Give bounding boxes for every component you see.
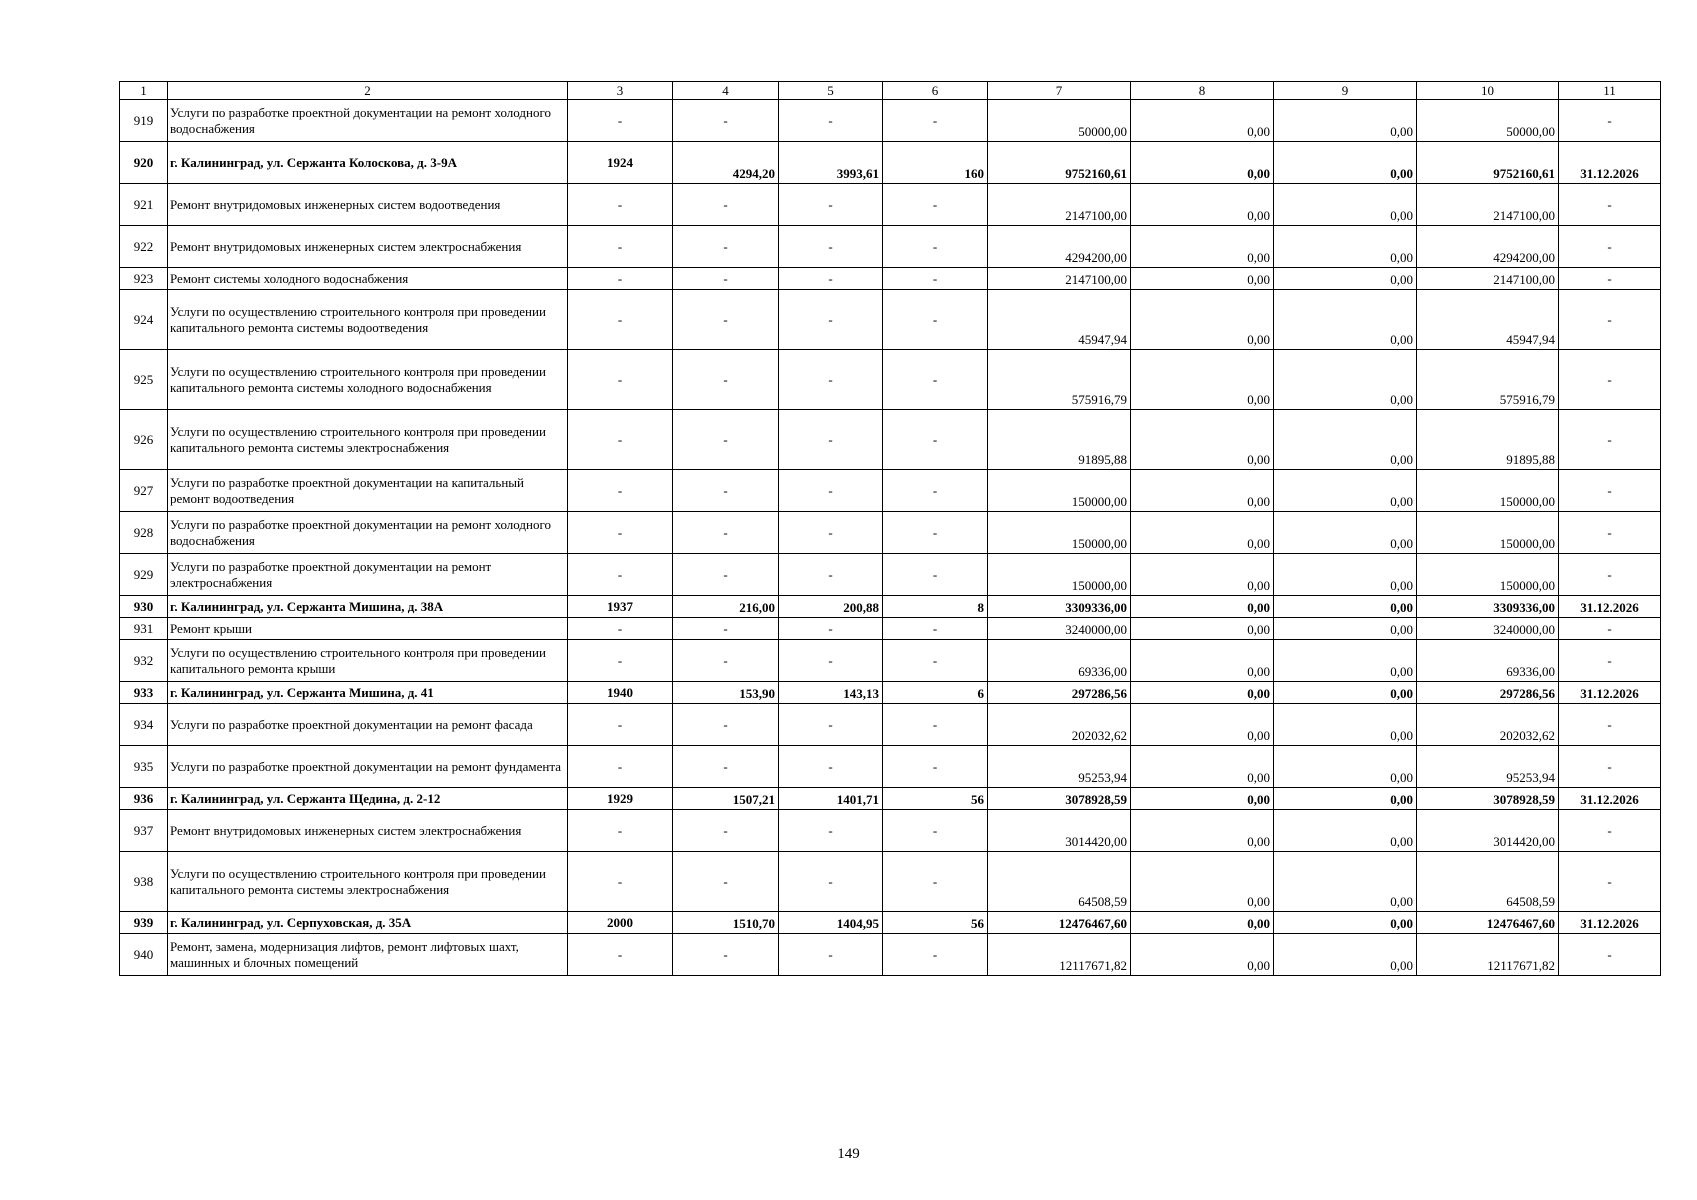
- residents-count-cell: -: [883, 704, 988, 746]
- row-number-cell: 934: [120, 704, 168, 746]
- regional-funds-cell: 0,00: [1274, 704, 1417, 746]
- living-area-cell: -: [779, 512, 883, 554]
- row-number-cell: 927: [120, 470, 168, 512]
- federal-funds-cell: 0,00: [1131, 852, 1274, 912]
- living-area-cell: -: [779, 810, 883, 852]
- owner-funds-cell: 3309336,00: [1417, 596, 1559, 618]
- owner-funds-cell: 2147100,00: [1417, 184, 1559, 226]
- regional-funds-cell: 0,00: [1274, 912, 1417, 934]
- federal-funds-cell: 0,00: [1131, 596, 1274, 618]
- row-number-cell: 921: [120, 184, 168, 226]
- total-area-cell: -: [673, 746, 779, 788]
- total-area-cell: 153,90: [673, 682, 779, 704]
- regional-funds-cell: 0,00: [1274, 640, 1417, 682]
- row-number-cell: 936: [120, 788, 168, 810]
- work-row: [120, 554, 1661, 596]
- column-number: 8: [1131, 82, 1274, 100]
- year-built-cell: -: [568, 810, 673, 852]
- work-row: [120, 290, 1661, 350]
- regional-funds-cell: 0,00: [1274, 554, 1417, 596]
- federal-funds-cell: 0,00: [1131, 100, 1274, 142]
- row-number-cell: 925: [120, 350, 168, 410]
- item-name-cell: Услуги по разработке проектной документации на ремонт холодного водоснабжения: [168, 512, 568, 554]
- page-number: 149: [837, 1146, 860, 1162]
- total-area-cell: -: [673, 852, 779, 912]
- living-area-cell: -: [779, 934, 883, 976]
- living-area-cell: 1401,71: [779, 788, 883, 810]
- owner-funds-cell: 150000,00: [1417, 512, 1559, 554]
- year-built-cell: -: [568, 184, 673, 226]
- total-area-cell: 4294,20: [673, 142, 779, 184]
- completion-date-cell: -: [1559, 350, 1661, 410]
- work-row: [120, 184, 1661, 226]
- owner-funds-cell: 9752160,61: [1417, 142, 1559, 184]
- total-area-cell: -: [673, 268, 779, 290]
- completion-date-cell: 31.12.2026: [1559, 912, 1661, 934]
- total-cost-cell: 3309336,00: [988, 596, 1131, 618]
- residents-count-cell: 160: [883, 142, 988, 184]
- completion-date-cell: -: [1559, 852, 1661, 912]
- owner-funds-cell: 3078928,59: [1417, 788, 1559, 810]
- residents-count-cell: -: [883, 810, 988, 852]
- work-row: [120, 640, 1661, 682]
- federal-funds-cell: 0,00: [1131, 226, 1274, 268]
- total-area-cell: -: [673, 184, 779, 226]
- federal-funds-cell: 0,00: [1131, 410, 1274, 470]
- year-built-cell: 2000: [568, 912, 673, 934]
- work-row: [120, 934, 1661, 976]
- row-number-cell: 938: [120, 852, 168, 912]
- regional-funds-cell: 0,00: [1274, 410, 1417, 470]
- completion-date-cell: -: [1559, 184, 1661, 226]
- row-number-cell: 933: [120, 682, 168, 704]
- completion-date-cell: -: [1559, 226, 1661, 268]
- work-row: [120, 350, 1661, 410]
- total-cost-cell: 69336,00: [988, 640, 1131, 682]
- item-name-cell: Услуги по осуществлению строительного контроля при проведении капитального ремонта системы электроснабжения: [168, 410, 568, 470]
- item-name-cell: г. Калининград, ул. Серпуховская, д. 35А: [168, 912, 568, 934]
- total-area-cell: -: [673, 226, 779, 268]
- federal-funds-cell: 0,00: [1131, 788, 1274, 810]
- total-area-cell: -: [673, 512, 779, 554]
- item-name-cell: Ремонт внутридомовых инженерных систем электроснабжения: [168, 226, 568, 268]
- year-built-cell: 1924: [568, 142, 673, 184]
- living-area-cell: 3993,61: [779, 142, 883, 184]
- federal-funds-cell: 0,00: [1131, 142, 1274, 184]
- year-built-cell: -: [568, 554, 673, 596]
- year-built-cell: -: [568, 934, 673, 976]
- column-number: 2: [168, 82, 568, 100]
- item-name-cell: Услуги по осуществлению строительного контроля при проведении капитального ремонта системы водоотведения: [168, 290, 568, 350]
- total-area-cell: -: [673, 410, 779, 470]
- regional-funds-cell: 0,00: [1274, 596, 1417, 618]
- regional-funds-cell: 0,00: [1274, 788, 1417, 810]
- item-name-cell: Ремонт системы холодного водоснабжения: [168, 268, 568, 290]
- row-number-cell: 929: [120, 554, 168, 596]
- completion-date-cell: -: [1559, 810, 1661, 852]
- row-number-cell: 922: [120, 226, 168, 268]
- completion-date-cell: -: [1559, 618, 1661, 640]
- item-name-cell: Услуги по осуществлению строительного контроля при проведении капитального ремонта крыши: [168, 640, 568, 682]
- item-name-cell: г. Калининград, ул. Сержанта Колоскова, д. 3-9А: [168, 142, 568, 184]
- regional-funds-cell: 0,00: [1274, 184, 1417, 226]
- total-cost-cell: 2147100,00: [988, 268, 1131, 290]
- completion-date-cell: -: [1559, 934, 1661, 976]
- residents-count-cell: -: [883, 746, 988, 788]
- federal-funds-cell: 0,00: [1131, 682, 1274, 704]
- year-built-cell: -: [568, 746, 673, 788]
- regional-funds-cell: 0,00: [1274, 290, 1417, 350]
- year-built-cell: -: [568, 290, 673, 350]
- residents-count-cell: -: [883, 640, 988, 682]
- column-number: 7: [988, 82, 1131, 100]
- total-area-cell: -: [673, 350, 779, 410]
- completion-date-cell: -: [1559, 290, 1661, 350]
- regional-funds-cell: 0,00: [1274, 682, 1417, 704]
- year-built-cell: -: [568, 618, 673, 640]
- regional-funds-cell: 0,00: [1274, 350, 1417, 410]
- living-area-cell: 1404,95: [779, 912, 883, 934]
- owner-funds-cell: 69336,00: [1417, 640, 1559, 682]
- federal-funds-cell: 0,00: [1131, 618, 1274, 640]
- federal-funds-cell: 0,00: [1131, 290, 1274, 350]
- row-number-cell: 923: [120, 268, 168, 290]
- total-area-cell: -: [673, 934, 779, 976]
- item-name-cell: Услуги по осуществлению строительного контроля при проведении капитального ремонта системы холодного водоснабжения: [168, 350, 568, 410]
- total-cost-cell: 4294200,00: [988, 226, 1131, 268]
- year-built-cell: 1929: [568, 788, 673, 810]
- column-number: 1: [120, 82, 168, 100]
- total-cost-cell: 3014420,00: [988, 810, 1131, 852]
- address-row: [120, 596, 1661, 618]
- total-area-cell: 1510,70: [673, 912, 779, 934]
- living-area-cell: -: [779, 704, 883, 746]
- completion-date-cell: -: [1559, 512, 1661, 554]
- residents-count-cell: -: [883, 470, 988, 512]
- total-cost-cell: 2147100,00: [988, 184, 1131, 226]
- living-area-cell: -: [779, 852, 883, 912]
- year-built-cell: -: [568, 350, 673, 410]
- federal-funds-cell: 0,00: [1131, 184, 1274, 226]
- total-cost-cell: 150000,00: [988, 554, 1131, 596]
- row-number-cell: 937: [120, 810, 168, 852]
- regional-funds-cell: 0,00: [1274, 268, 1417, 290]
- completion-date-cell: -: [1559, 554, 1661, 596]
- total-cost-cell: 150000,00: [988, 470, 1131, 512]
- item-name-cell: Ремонт, замена, модернизация лифтов, ремонт лифтовых шахт, машинных и блочных помещений: [168, 934, 568, 976]
- total-area-cell: -: [673, 618, 779, 640]
- owner-funds-cell: 64508,59: [1417, 852, 1559, 912]
- column-number: 11: [1559, 82, 1661, 100]
- work-row: [120, 226, 1661, 268]
- regional-funds-cell: 0,00: [1274, 852, 1417, 912]
- federal-funds-cell: 0,00: [1131, 912, 1274, 934]
- item-name-cell: Ремонт внутридомовых инженерных систем электроснабжения: [168, 810, 568, 852]
- regional-funds-cell: 0,00: [1274, 618, 1417, 640]
- federal-funds-cell: 0,00: [1131, 512, 1274, 554]
- year-built-cell: -: [568, 410, 673, 470]
- year-built-cell: 1937: [568, 596, 673, 618]
- item-name-cell: Услуги по осуществлению строительного контроля при проведении капитального ремонта системы электроснабжения: [168, 852, 568, 912]
- year-built-cell: -: [568, 640, 673, 682]
- living-area-cell: -: [779, 640, 883, 682]
- total-cost-cell: 91895,88: [988, 410, 1131, 470]
- owner-funds-cell: 3240000,00: [1417, 618, 1559, 640]
- regional-funds-cell: 0,00: [1274, 100, 1417, 142]
- living-area-cell: -: [779, 554, 883, 596]
- year-built-cell: -: [568, 100, 673, 142]
- living-area-cell: -: [779, 746, 883, 788]
- residents-count-cell: -: [883, 934, 988, 976]
- year-built-cell: 1940: [568, 682, 673, 704]
- owner-funds-cell: 150000,00: [1417, 554, 1559, 596]
- item-name-cell: Услуги по разработке проектной документации на ремонт фундамента: [168, 746, 568, 788]
- total-cost-cell: 12476467,60: [988, 912, 1131, 934]
- owner-funds-cell: 50000,00: [1417, 100, 1559, 142]
- residents-count-cell: -: [883, 268, 988, 290]
- row-number-cell: 935: [120, 746, 168, 788]
- residents-count-cell: -: [883, 852, 988, 912]
- owner-funds-cell: 4294200,00: [1417, 226, 1559, 268]
- item-name-cell: Услуги по разработке проектной документации на ремонт фасада: [168, 704, 568, 746]
- year-built-cell: -: [568, 226, 673, 268]
- owner-funds-cell: 95253,94: [1417, 746, 1559, 788]
- column-number: 4: [673, 82, 779, 100]
- regional-funds-cell: 0,00: [1274, 226, 1417, 268]
- total-cost-cell: 12117671,82: [988, 934, 1131, 976]
- item-name-cell: Ремонт крыши: [168, 618, 568, 640]
- total-area-cell: -: [673, 810, 779, 852]
- capital-repair-table: [119, 81, 1661, 976]
- total-area-cell: 216,00: [673, 596, 779, 618]
- completion-date-cell: 31.12.2026: [1559, 682, 1661, 704]
- row-number-cell: 928: [120, 512, 168, 554]
- residents-count-cell: 6: [883, 682, 988, 704]
- year-built-cell: -: [568, 512, 673, 554]
- total-cost-cell: 3240000,00: [988, 618, 1131, 640]
- row-number-cell: 940: [120, 934, 168, 976]
- work-row: [120, 810, 1661, 852]
- completion-date-cell: -: [1559, 640, 1661, 682]
- item-name-cell: Ремонт внутридомовых инженерных систем водоотведения: [168, 184, 568, 226]
- completion-date-cell: -: [1559, 268, 1661, 290]
- owner-funds-cell: 45947,94: [1417, 290, 1559, 350]
- column-number: 10: [1417, 82, 1559, 100]
- address-row: [120, 142, 1661, 184]
- total-cost-cell: 50000,00: [988, 100, 1131, 142]
- work-row: [120, 268, 1661, 290]
- federal-funds-cell: 0,00: [1131, 934, 1274, 976]
- living-area-cell: -: [779, 410, 883, 470]
- living-area-cell: -: [779, 184, 883, 226]
- owner-funds-cell: 12117671,82: [1417, 934, 1559, 976]
- residents-count-cell: 8: [883, 596, 988, 618]
- residents-count-cell: -: [883, 350, 988, 410]
- residents-count-cell: -: [883, 100, 988, 142]
- completion-date-cell: -: [1559, 100, 1661, 142]
- total-cost-cell: 3078928,59: [988, 788, 1131, 810]
- row-number-cell: 932: [120, 640, 168, 682]
- total-area-cell: -: [673, 470, 779, 512]
- address-row: [120, 682, 1661, 704]
- total-cost-cell: 95253,94: [988, 746, 1131, 788]
- total-area-cell: -: [673, 290, 779, 350]
- completion-date-cell: 31.12.2026: [1559, 142, 1661, 184]
- address-row: [120, 788, 1661, 810]
- living-area-cell: -: [779, 268, 883, 290]
- column-number: 3: [568, 82, 673, 100]
- total-cost-cell: 575916,79: [988, 350, 1131, 410]
- federal-funds-cell: 0,00: [1131, 350, 1274, 410]
- row-number-cell: 920: [120, 142, 168, 184]
- total-area-cell: 1507,21: [673, 788, 779, 810]
- living-area-cell: -: [779, 100, 883, 142]
- living-area-cell: -: [779, 618, 883, 640]
- row-number-cell: 930: [120, 596, 168, 618]
- owner-funds-cell: 297286,56: [1417, 682, 1559, 704]
- item-name-cell: Услуги по разработке проектной документации на капитальный ремонт водоотведения: [168, 470, 568, 512]
- work-row: [120, 704, 1661, 746]
- work-row: [120, 746, 1661, 788]
- total-area-cell: -: [673, 100, 779, 142]
- year-built-cell: -: [568, 268, 673, 290]
- total-area-cell: -: [673, 554, 779, 596]
- total-area-cell: -: [673, 704, 779, 746]
- living-area-cell: 143,13: [779, 682, 883, 704]
- work-row: [120, 100, 1661, 142]
- residents-count-cell: -: [883, 184, 988, 226]
- regional-funds-cell: 0,00: [1274, 934, 1417, 976]
- total-cost-cell: 45947,94: [988, 290, 1131, 350]
- completion-date-cell: -: [1559, 410, 1661, 470]
- regional-funds-cell: 0,00: [1274, 746, 1417, 788]
- residents-count-cell: 56: [883, 788, 988, 810]
- row-number-cell: 931: [120, 618, 168, 640]
- regional-funds-cell: 0,00: [1274, 142, 1417, 184]
- completion-date-cell: -: [1559, 704, 1661, 746]
- total-cost-cell: 297286,56: [988, 682, 1131, 704]
- completion-date-cell: -: [1559, 470, 1661, 512]
- living-area-cell: -: [779, 470, 883, 512]
- work-row: [120, 410, 1661, 470]
- federal-funds-cell: 0,00: [1131, 746, 1274, 788]
- total-cost-cell: 9752160,61: [988, 142, 1131, 184]
- row-number-cell: 924: [120, 290, 168, 350]
- owner-funds-cell: 150000,00: [1417, 470, 1559, 512]
- work-row: [120, 512, 1661, 554]
- column-number: 9: [1274, 82, 1417, 100]
- total-cost-cell: 64508,59: [988, 852, 1131, 912]
- owner-funds-cell: 2147100,00: [1417, 268, 1559, 290]
- column-number: 5: [779, 82, 883, 100]
- year-built-cell: -: [568, 704, 673, 746]
- regional-funds-cell: 0,00: [1274, 810, 1417, 852]
- living-area-cell: 200,88: [779, 596, 883, 618]
- regional-funds-cell: 0,00: [1274, 470, 1417, 512]
- item-name-cell: г. Калининград, ул. Сержанта Мишина, д. 38А: [168, 596, 568, 618]
- column-number: 6: [883, 82, 988, 100]
- residents-count-cell: -: [883, 410, 988, 470]
- work-row: [120, 852, 1661, 912]
- row-number-cell: 919: [120, 100, 168, 142]
- total-cost-cell: 150000,00: [988, 512, 1131, 554]
- federal-funds-cell: 0,00: [1131, 470, 1274, 512]
- item-name-cell: г. Калининград, ул. Сержанта Щедина, д. 2-12: [168, 788, 568, 810]
- federal-funds-cell: 0,00: [1131, 554, 1274, 596]
- address-row: [120, 912, 1661, 934]
- owner-funds-cell: 91895,88: [1417, 410, 1559, 470]
- residents-count-cell: -: [883, 290, 988, 350]
- owner-funds-cell: 575916,79: [1417, 350, 1559, 410]
- year-built-cell: -: [568, 470, 673, 512]
- regional-funds-cell: 0,00: [1274, 512, 1417, 554]
- total-cost-cell: 202032,62: [988, 704, 1131, 746]
- federal-funds-cell: 0,00: [1131, 704, 1274, 746]
- federal-funds-cell: 0,00: [1131, 640, 1274, 682]
- federal-funds-cell: 0,00: [1131, 268, 1274, 290]
- work-row: [120, 470, 1661, 512]
- residents-count-cell: -: [883, 618, 988, 640]
- completion-date-cell: 31.12.2026: [1559, 788, 1661, 810]
- item-name-cell: г. Калининград, ул. Сержанта Мишина, д. 41: [168, 682, 568, 704]
- completion-date-cell: 31.12.2026: [1559, 596, 1661, 618]
- residents-count-cell: -: [883, 226, 988, 268]
- total-area-cell: -: [673, 640, 779, 682]
- item-name-cell: Услуги по разработке проектной документации на ремонт электроснабжения: [168, 554, 568, 596]
- work-row: [120, 618, 1661, 640]
- row-number-cell: 926: [120, 410, 168, 470]
- completion-date-cell: -: [1559, 746, 1661, 788]
- residents-count-cell: -: [883, 512, 988, 554]
- living-area-cell: -: [779, 226, 883, 268]
- year-built-cell: -: [568, 852, 673, 912]
- owner-funds-cell: 202032,62: [1417, 704, 1559, 746]
- living-area-cell: -: [779, 290, 883, 350]
- column-number-row: [120, 82, 1661, 100]
- row-number-cell: 939: [120, 912, 168, 934]
- living-area-cell: -: [779, 350, 883, 410]
- residents-count-cell: 56: [883, 912, 988, 934]
- residents-count-cell: -: [883, 554, 988, 596]
- owner-funds-cell: 12476467,60: [1417, 912, 1559, 934]
- item-name-cell: Услуги по разработке проектной документации на ремонт холодного водоснабжения: [168, 100, 568, 142]
- owner-funds-cell: 3014420,00: [1417, 810, 1559, 852]
- federal-funds-cell: 0,00: [1131, 810, 1274, 852]
